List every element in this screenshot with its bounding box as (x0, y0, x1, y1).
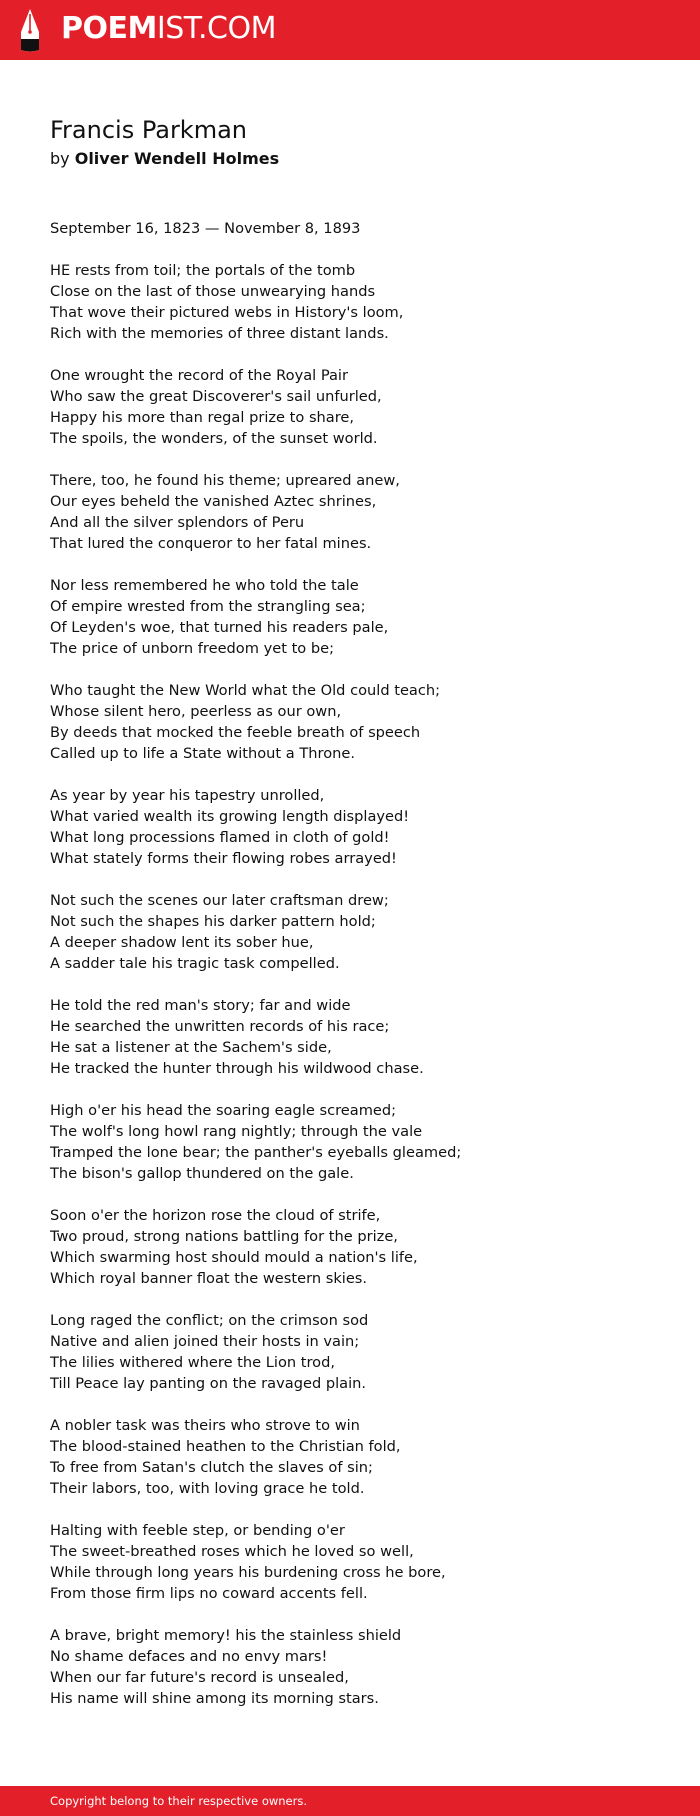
stanza (50, 1415, 650, 1499)
poem-line: When our far future's record is unsealed, (50, 1669, 349, 1686)
poem-line: What stately forms their flowing robes arrayed! (50, 850, 397, 867)
poem-line: Of Leyden's woe, that turned his readers pale, (50, 619, 389, 636)
stanza (50, 995, 650, 1079)
stanza (50, 470, 650, 554)
poem-line: Not such the shapes his darker pattern hold; (50, 913, 376, 930)
poem-line: The lilies withered where the Lion trod, (50, 1354, 336, 1371)
poem-line: The sweet-breathed roses which he loved so well, (50, 1543, 414, 1560)
stanza (50, 1625, 650, 1709)
site-header (0, 0, 700, 60)
poem-line: Till Peace lay panting on the ravaged plain. (50, 1375, 367, 1392)
poem-line: What varied wealth its growing length displayed! (50, 808, 410, 825)
poem-line: While through long years his burdening cross he bore, (50, 1564, 446, 1581)
poem-line: That lured the conqueror to her fatal mines. (50, 535, 372, 552)
stanza (50, 785, 650, 869)
poem-line: The spoils, the wonders, of the sunset world. (50, 430, 378, 447)
stanza (50, 1100, 650, 1184)
poem-line: To free from Satan's clutch the slaves of sin; (50, 1459, 373, 1476)
by-label: by (50, 149, 70, 168)
poem-line: The bison's gallop thundered on the gale. (50, 1165, 354, 1182)
byline (50, 148, 279, 170)
poem-line: Which swarming host should mould a nation's life, (50, 1249, 418, 1266)
poem-line: HE rests from toil; the portals of the tomb (50, 262, 356, 279)
poem-line: Long raged the conflict; on the crimson sod (50, 1312, 369, 1329)
poem-line: The blood-stained heathen to the Christian fold, (50, 1438, 401, 1455)
author-name: Oliver Wendell Holmes (74, 149, 280, 168)
poem-line: He sat a listener at the Sachem's side, (50, 1039, 332, 1056)
poem-line: Which royal banner float the western skies. (50, 1270, 368, 1287)
stanza (50, 1310, 650, 1394)
poem-line: A brave, bright memory! his the stainless shield (50, 1627, 402, 1644)
poem-line: From those firm lips no coward accents fell. (50, 1585, 368, 1602)
poem-line: A sadder tale his tragic task compelled. (50, 955, 340, 972)
logo-text-light: IST.COM (156, 11, 276, 46)
stanza (50, 260, 650, 344)
poem-title: Francis Parkman (50, 116, 248, 144)
poem-line: Rich with the memories of three distant lands. (50, 325, 389, 342)
site-footer (0, 1786, 700, 1816)
logo-text-strong: POEM (61, 11, 157, 46)
poem-line: By deeds that mocked the feeble breath of speech (50, 724, 421, 741)
poem-line: Native and alien joined their hosts in vain; (50, 1333, 360, 1350)
stanza (50, 365, 650, 449)
stanza (50, 575, 650, 659)
poem-line: Nor less remembered he who told the tale (50, 577, 359, 594)
poem-line: Not such the scenes our later craftsman drew; (50, 892, 389, 909)
stanza (50, 1520, 650, 1604)
poem-line: The wolf's long howl rang nightly; through the vale (50, 1123, 423, 1140)
poem-line: Our eyes beheld the vanished Aztec shrines, (50, 493, 377, 510)
poem-line: Soon o'er the horizon rose the cloud of strife, (50, 1207, 381, 1224)
poem-line: And all the silver splendors of Peru (50, 514, 305, 531)
poem-line: Whose silent hero, peerless as our own, (50, 703, 342, 720)
stanza (50, 890, 650, 974)
poem-body (50, 218, 650, 1730)
poem-line: One wrought the record of the Royal Pair (50, 367, 348, 384)
poem-line: Halting with feeble step, or bending o'er (50, 1522, 345, 1539)
poem-line: The price of unborn freedom yet to be; (50, 640, 335, 657)
poem-line: A nobler task was theirs who strove to win (50, 1417, 360, 1434)
poem-dates: September 16, 1823 — November 8, 1893 (50, 220, 361, 237)
poem-line: Happy his more than regal prize to share, (50, 409, 355, 426)
stanza (50, 1205, 650, 1289)
poem-line: He told the red man's story; far and wide (50, 997, 351, 1014)
poem-line: Two proud, strong nations battling for the prize, (50, 1228, 398, 1245)
poem-line: No shame defaces and no envy mars! (50, 1648, 328, 1665)
poem-line: A deeper shadow lent its sober hue, (50, 934, 314, 951)
poem-line: He searched the unwritten records of his race; (50, 1018, 390, 1035)
poem-line: What long processions flamed in cloth of gold! (50, 829, 390, 846)
poem-line: That wove their pictured webs in History's loom, (50, 304, 404, 321)
poem-line: He tracked the hunter through his wildwood chase. (50, 1060, 424, 1077)
copyright-text: Copyright belong to their respective owners. (50, 1794, 308, 1808)
poem-line: His name will shine among its morning stars. (50, 1690, 379, 1707)
poem-line: As year by year his tapestry unrolled, (50, 787, 325, 804)
poem-line: Who taught the New World what the Old could teach; (50, 682, 441, 699)
poem-line: Tramped the lone bear; the panther's eyeballs gleamed; (50, 1144, 462, 1161)
poem-line: Of empire wrested from the strangling sea; (50, 598, 366, 615)
fountain-pen-nib-icon[interactable] (17, 9, 43, 52)
stanza (50, 680, 650, 764)
site-logo[interactable] (61, 11, 276, 47)
poem-line: Close on the last of those unwearying hands (50, 283, 376, 300)
poem-line: Their labors, too, with loving grace he told. (50, 1480, 365, 1497)
poem-line: High o'er his head the soaring eagle screamed; (50, 1102, 397, 1119)
poem-line: Called up to life a State without a Throne. (50, 745, 356, 762)
poem-line: Who saw the great Discoverer's sail unfurled, (50, 388, 382, 405)
poem-line: There, too, he found his theme; upreared anew, (50, 472, 400, 489)
